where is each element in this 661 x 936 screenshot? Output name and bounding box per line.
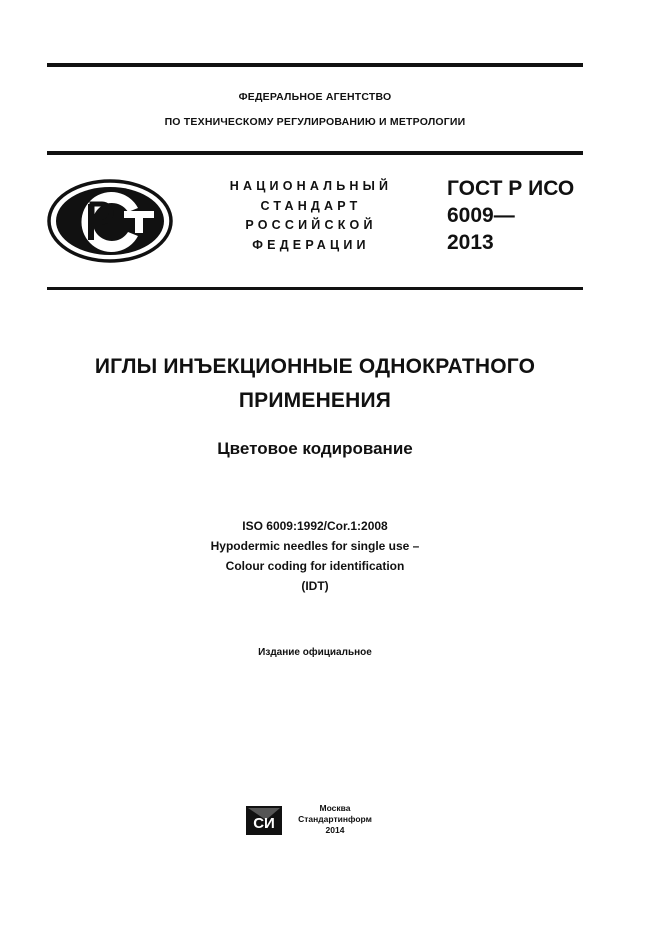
gost-designation	[447, 175, 574, 256]
agency-line-2: ПО ТЕХНИЧЕСКОМУ РЕГУЛИРОВАНИЮ И МЕТРОЛОГИИ	[164, 116, 466, 128]
standartinform-logo-icon	[246, 804, 284, 836]
gost-line: ГОСТ Р ИСО	[447, 177, 575, 200]
national-standard-label	[200, 177, 422, 255]
standard-block-bottom-rule	[47, 287, 583, 290]
nsrf-line: СТАНДАРТ	[260, 198, 362, 213]
iso-line: (IDT)	[301, 579, 329, 593]
gost-line: 6009—	[447, 204, 515, 227]
document-title	[40, 350, 590, 418]
publisher-year: 2014	[325, 825, 345, 835]
iso-reference	[40, 516, 590, 596]
nsrf-line: НАЦИОНАЛЬНЫЙ	[229, 179, 393, 193]
iso-line: ISO 6009:1992/Cor.1:2008	[242, 519, 388, 533]
iso-line: Hypodermic needles for single use –	[210, 539, 420, 553]
publisher-name: Стандартинформ	[298, 814, 372, 824]
rst-certification-mark-icon	[46, 178, 174, 264]
title-line: ПРИМЕНЕНИЯ	[238, 389, 392, 412]
nsrf-line: ФЕДЕРАЦИИ	[252, 237, 370, 252]
publisher-logo-text: СИ	[253, 815, 275, 832]
iso-line: Colour coding for identification	[225, 559, 405, 573]
gost-line: 2013	[447, 231, 494, 254]
agency-line-1: ФЕДЕРАЛЬНОЕ АГЕНТСТВО	[238, 91, 392, 103]
header-bottom-rule	[47, 151, 583, 155]
title-line: ИГЛЫ ИНЪЕКЦИОННЫЕ ОДНОКРАТНОГО	[94, 355, 536, 378]
publisher-info	[293, 803, 377, 836]
edition-label: Издание официальное	[258, 647, 372, 658]
top-rule	[47, 63, 583, 67]
nsrf-line: РОССИЙСКОЙ	[245, 218, 377, 232]
document-subtitle: Цветовое кодирование	[217, 439, 413, 458]
publisher-city: Москва	[319, 803, 351, 813]
